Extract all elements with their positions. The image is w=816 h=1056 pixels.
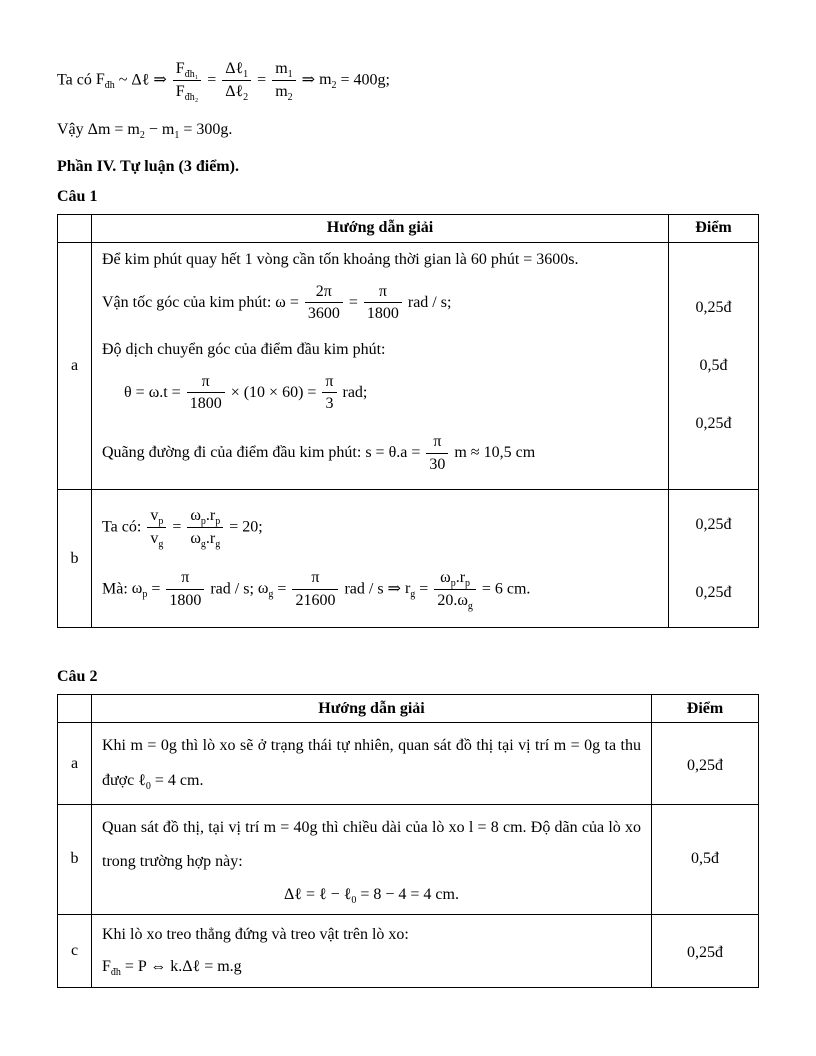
cau1-solution-table bbox=[57, 214, 759, 629]
table-row bbox=[58, 723, 759, 805]
formula-line: Vận tốc góc của kim phút: ω = $\frac{2\pi}{3600}$ = $\frac{\pi}{1800}$ rad / s; bbox=[102, 282, 452, 323]
solution-cell bbox=[92, 804, 652, 914]
points-value: 0,25đ bbox=[695, 515, 732, 533]
formula-line: Quãng đường đi của điểm đầu kim phút: s = θ.a = $\frac{\pi}{30}$ m ≈ 10,5 cm bbox=[102, 432, 536, 473]
cau2-solution-table bbox=[57, 694, 759, 988]
table-row bbox=[58, 490, 759, 628]
table-header-row bbox=[58, 695, 759, 723]
row-label: a bbox=[58, 723, 92, 805]
col-header-solution: Hướng dẫn giải bbox=[92, 695, 652, 723]
col-header-points: Điểm bbox=[669, 214, 759, 242]
points-cell bbox=[669, 490, 759, 628]
points-value: 0,25đ bbox=[695, 414, 732, 432]
solution-line: Khi lò xo treo thẳng đứng và treo vật trên lò xo: bbox=[102, 925, 409, 943]
points-value: 0,25đ bbox=[695, 298, 732, 316]
solution-line: Quan sát đồ thị, tại vị trí m = 40g thì chiều dài của lò xo l = 8 cm. Độ dãn của lò xo trong trường hợp này: bbox=[102, 818, 641, 871]
formula-line: Mà: $\omega_p$ = $\frac{\pi}{1800}$ rad / s; $\omega_g$ = $\frac{\pi}{21600}$ rad / s ⇒ $r_g$ = $\frac{\omega_p.r_p}{20.\omega_g}$ = 6 cm. bbox=[102, 568, 531, 612]
col-header-empty bbox=[58, 695, 92, 723]
points-cell bbox=[652, 723, 759, 805]
section-heading: Phần IV. Tự luận (3 điểm). bbox=[57, 157, 239, 175]
points-value: 0,5đ bbox=[699, 356, 728, 374]
points-cell bbox=[652, 804, 759, 914]
table-row bbox=[58, 804, 759, 914]
points-value: 0,5đ bbox=[691, 850, 719, 868]
solution-cell bbox=[92, 914, 652, 987]
col-header-points: Điểm bbox=[652, 695, 759, 723]
points-cell bbox=[652, 914, 759, 987]
formula-line: Δℓ = ℓ − ℓ$_0$ = 8 − 4 = 4 cm. bbox=[284, 885, 459, 906]
row-label: b bbox=[58, 490, 92, 628]
col-header-empty bbox=[58, 214, 92, 242]
table-header-row bbox=[58, 214, 759, 242]
formula-line: θ = ω.t = $\frac{\pi}{1800}$ × (10 × 60) = $\frac{\pi}{3}$ rad; bbox=[124, 372, 368, 413]
points-value: 0,25đ bbox=[695, 583, 732, 601]
solution-line: Khi m = 0g thì lò xo sẽ ở trạng thái tự nhiên, quan sát đồ thị tại vị trí m = 0g ta thu được ℓ$_0$ = 4 cm. bbox=[102, 737, 641, 792]
solution-cell bbox=[92, 723, 652, 805]
solution-cell bbox=[92, 242, 669, 490]
formula-line: Ta có: $\frac{v_p}{v_g}$ = $\frac{\omega_p.r_p}{\omega_g.r_g}$ = 20; bbox=[102, 507, 263, 551]
points-value: 0,25đ bbox=[687, 943, 723, 961]
cau2-heading: Câu 2 bbox=[57, 668, 98, 686]
col-header-solution: Hướng dẫn giải bbox=[92, 214, 669, 242]
solution-line: Độ dịch chuyển góc của điểm đầu kim phút: bbox=[102, 340, 386, 358]
cau1-heading: Câu 1 bbox=[57, 187, 98, 205]
row-label: c bbox=[58, 914, 92, 987]
row-label: a bbox=[58, 242, 92, 490]
row-label: b bbox=[58, 804, 92, 914]
points-value: 0,25đ bbox=[687, 756, 723, 774]
solution-cell bbox=[92, 490, 669, 628]
table-row bbox=[58, 914, 759, 987]
intro-formula-line: Ta có $F_{đh}$ ~ Δℓ ⇒ $\frac{F_{đh_1}}{F_{đh_2}}$ = $\frac{\Delta\ell_1}{\Delta\ell_2}$ = $\frac{m_1}{m_2}$ ⇒ $m_2 = 400g$; bbox=[57, 60, 390, 104]
formula-line: $F_{đh} = P$ ⇔ k.Δℓ = m.g bbox=[102, 957, 242, 979]
table-row bbox=[58, 242, 759, 490]
solution-line: Để kim phút quay hết 1 vòng cần tốn khoảng thời gian là 60 phút = 3600s. bbox=[102, 250, 579, 268]
points-cell bbox=[669, 242, 759, 490]
intro-conclusion-line: Vậy $\Delta m = m_2 - m_1 = 300g$. bbox=[57, 121, 233, 142]
